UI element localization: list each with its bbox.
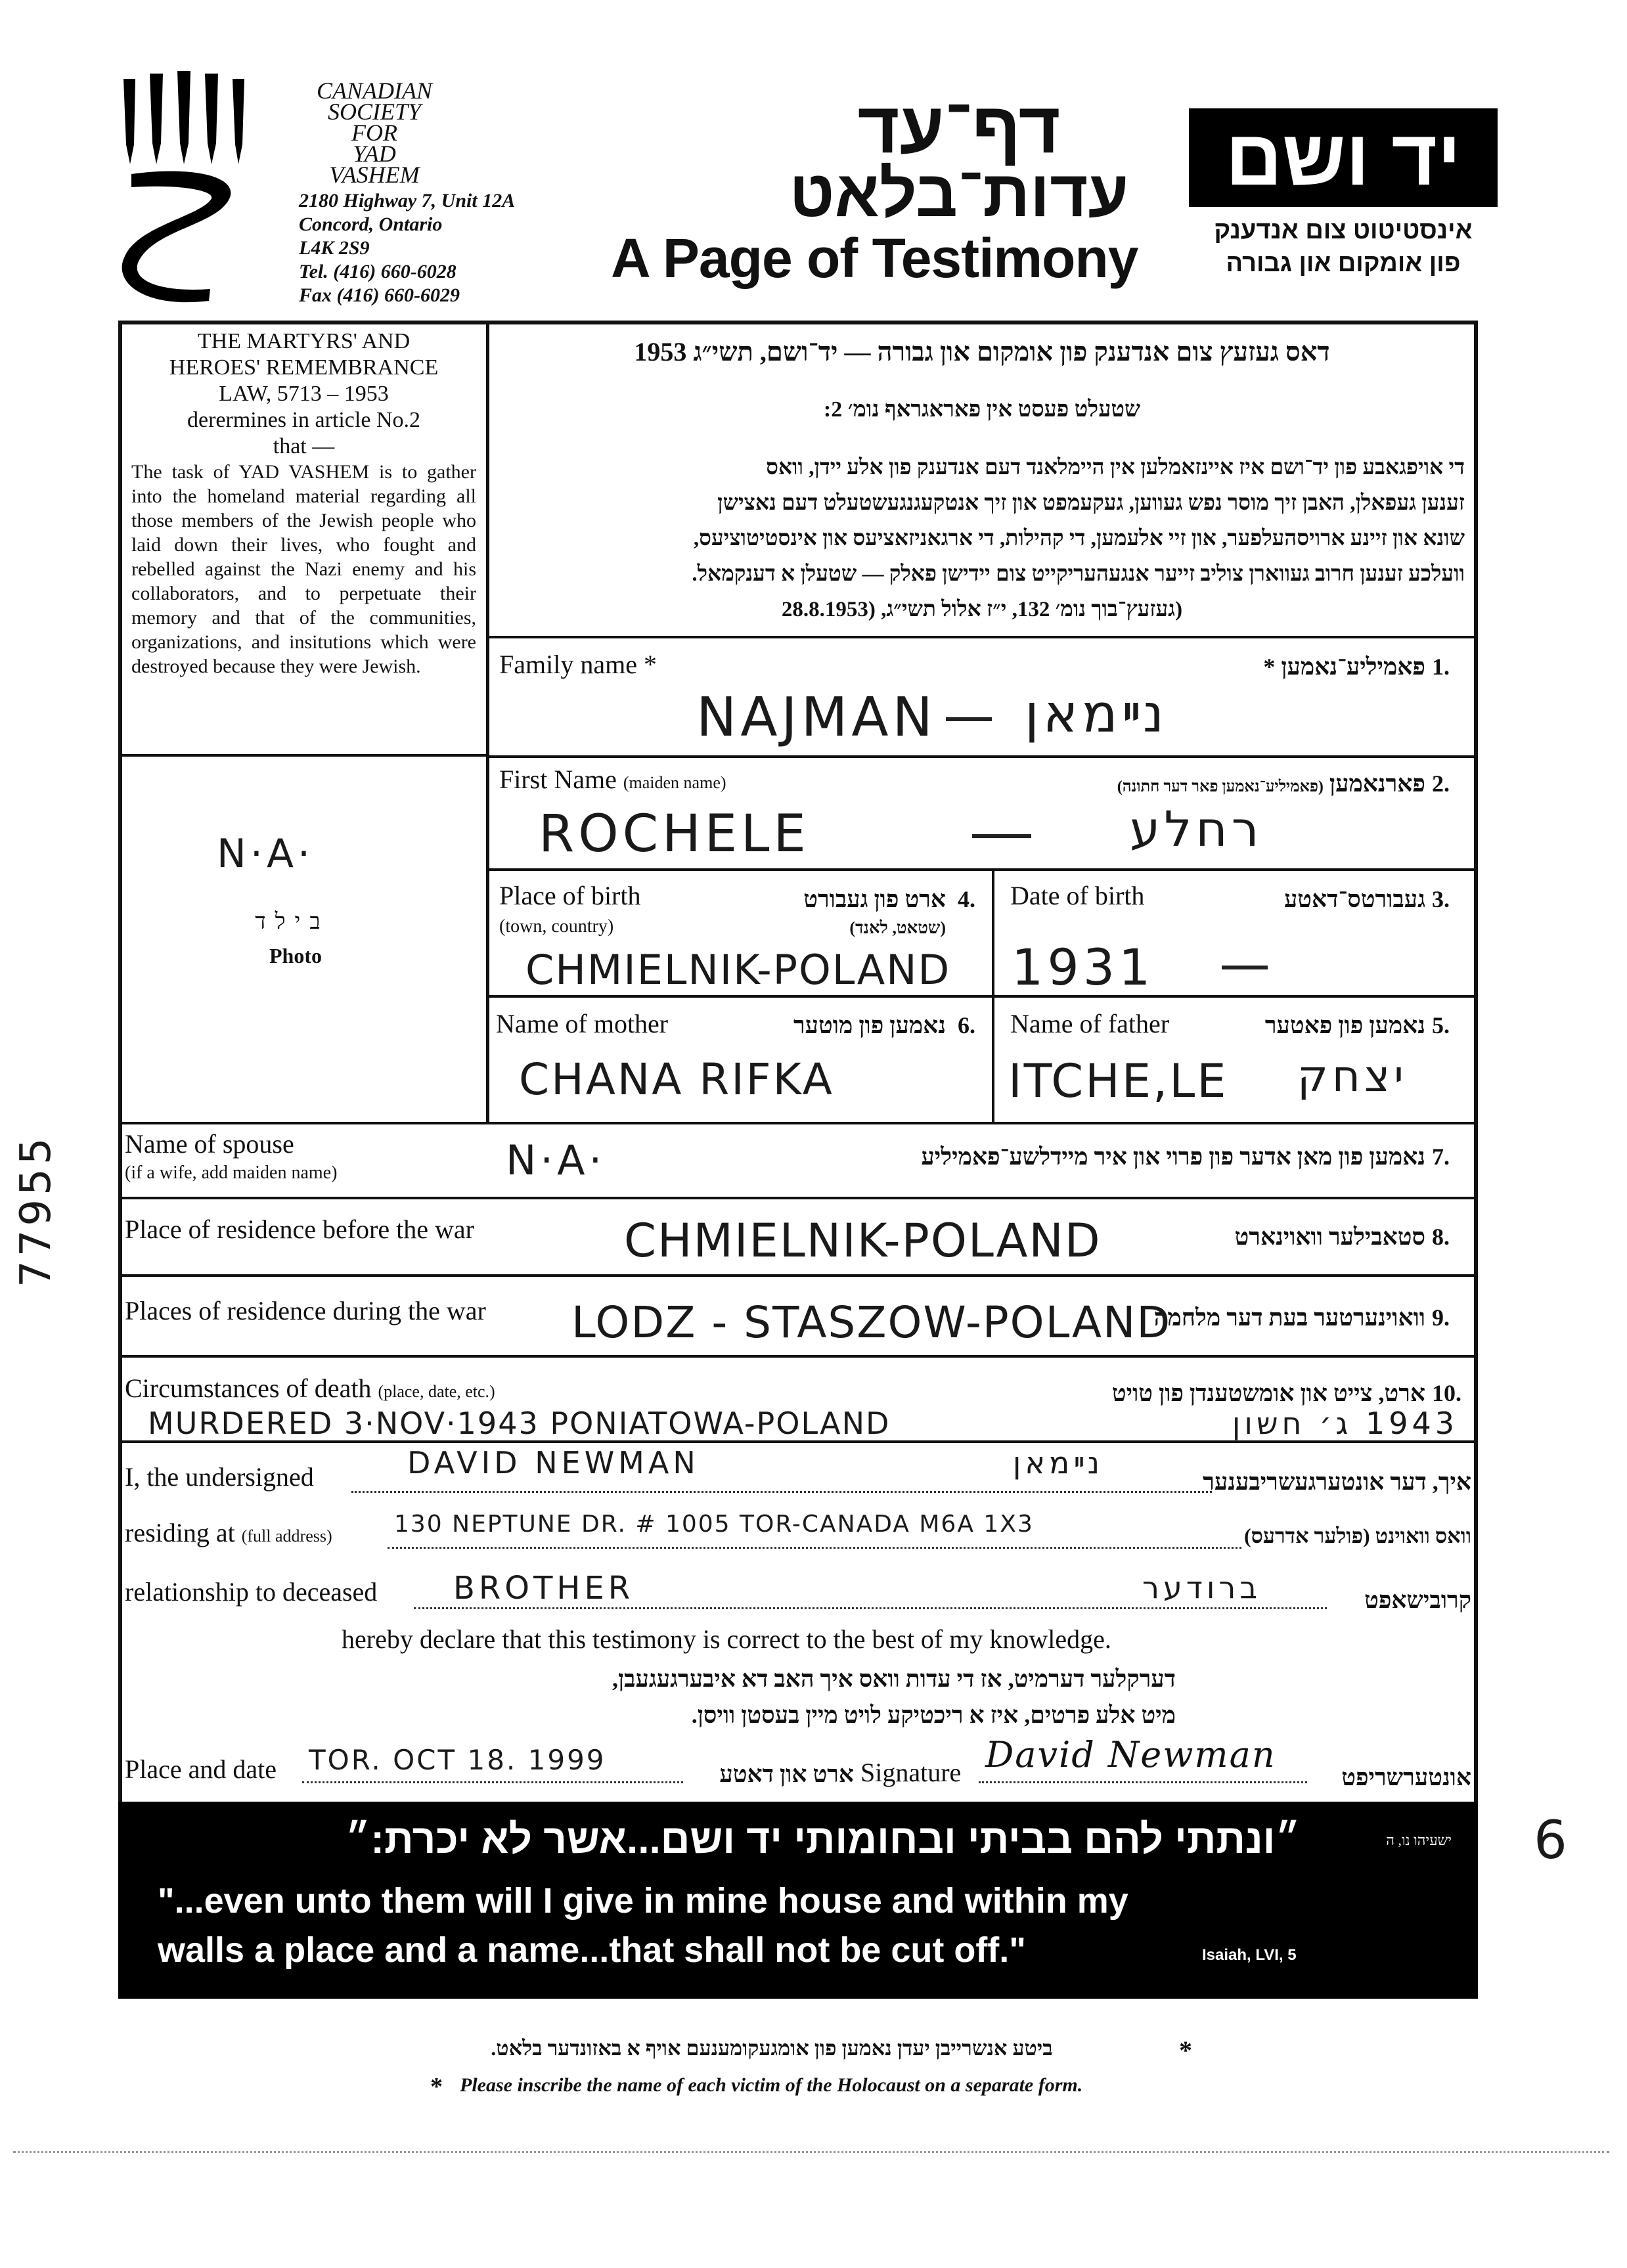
society-address [299, 189, 515, 307]
field-number: 5. [1432, 1012, 1450, 1038]
address-line: L4K 2S9 [299, 237, 370, 259]
undersigned-label-yiddish: איך, דער אונטערגעשריבענער [1203, 1469, 1471, 1495]
quote-banner [118, 1802, 1478, 1999]
row-line [486, 868, 1478, 871]
undersigned-value: DAVID NEWMAN [407, 1445, 700, 1480]
relationship-label-yiddish: קרובישאפט [1364, 1587, 1471, 1613]
title-yiddish-1: דף־עד [857, 87, 1061, 168]
banner-hebrew: ״ונתתי להם בביתי ובחומותי יד ושם...אשר לא יכרת:״ [345, 1817, 1301, 1862]
footer-asterisk: * [430, 2073, 443, 2101]
residence-during-value: LODZ - STASZOW-POLAND [571, 1297, 1172, 1348]
residing-label [125, 1517, 332, 1548]
banner-hebrew-ref: ישעיהו נו, ה [1386, 1832, 1452, 1848]
circumstances-label-yiddish: ארט, צייט און אומשטענדן פון טויט [1111, 1380, 1425, 1406]
photo-handwritten: N·A· [217, 831, 315, 877]
place-of-birth-label-yiddish: ארט פון געבורט [803, 886, 946, 912]
residence-during-label-yiddish: וואוינערטער בעת דער מלחמה [1153, 1304, 1425, 1331]
banner-english-2: walls a place and a name...that shall not be cut off." [158, 1930, 1026, 1970]
law-box-bottom [118, 754, 489, 757]
family-name-value: NAJMAN [696, 686, 937, 749]
field-number: 1. [1432, 654, 1450, 680]
society-name [309, 78, 440, 188]
dotted-line [351, 1491, 1212, 1493]
field-number: 3. [1432, 886, 1450, 912]
relationship-value-yiddish: ברודער [1142, 1570, 1261, 1605]
residence-before-value: CHMIELNIK-POLAND [624, 1214, 1102, 1268]
dotted-line [388, 1547, 1241, 1549]
society-tel: Tel. (416) 660-6028 [299, 261, 457, 282]
residing-label-small: (full address) [241, 1526, 332, 1545]
address-line: Concord, Ontario [299, 213, 443, 235]
law-body: The task of YAD VASHEM is to gather into the homeland material regarding all those members of the Jewish people who laid down their lives, who fought and rebelled against the Nazi enemy and his collaborators, and to perpetuate their memory and that of the communities, organizations, and insitutions which were destroyed because they were Jewish. [131, 461, 476, 677]
row-line [118, 1274, 1478, 1277]
law-heading-line: LAW, 5713 – 1953 [219, 382, 389, 406]
mother-label-yiddish: נאמען פון מוטער [793, 1012, 946, 1038]
place-date-label-yiddish: ארט און דאטע [719, 1761, 854, 1787]
residence-before-label: Place of residence before the war [125, 1214, 474, 1244]
frame-right [1474, 321, 1478, 1802]
law-yiddish-title: דאס געזעץ צום אנדענק פון אומקום און גבורה — יד־ושם, תשי״ג 1953 [634, 337, 1330, 367]
society-line: CANADIAN [317, 78, 432, 104]
family-name-label-yiddish: פאמיליע־נאמען * [1263, 654, 1425, 680]
row-line [486, 995, 1478, 998]
banner-english-1: "...even unto them will I give in mine house and within my [158, 1881, 1128, 1921]
society-fax: Fax (416) 660-6029 [299, 284, 460, 306]
father-label-yiddish: נאמען פון פאטער [1264, 1012, 1425, 1038]
first-name-label-yiddish [952, 770, 1425, 797]
mother-value: CHANA RIFKA [519, 1054, 834, 1105]
banner-english-ref: Isaiah, LVI, 5 [1202, 1946, 1297, 1964]
date-of-birth-value: 1931 [1012, 938, 1155, 996]
place-of-birth-sub: (town, country) [499, 916, 614, 937]
family-name-value-yiddish: נײמאן [1025, 683, 1169, 744]
spouse-sub: (if a wife, add maiden name) [125, 1163, 338, 1183]
photo-label-yiddish: בילד [255, 910, 330, 934]
first-name-yiddish-main: פארנאמען [1329, 770, 1425, 797]
father-value-yiddish: יצחק [1297, 1051, 1408, 1101]
circumstances-label [125, 1373, 495, 1404]
law-yiddish-line: שונא און זיינע ארויסהעלפער, און זיי אלעמען, די קהילות, די ארגאניזאציעס און אינסטיטוציעס, [693, 527, 1465, 550]
spouse-label: Name of spouse [125, 1129, 294, 1159]
first-name-yiddish-small: (פאמיליע־נאמען פאר דער חתונה) [1117, 778, 1324, 795]
date-of-birth-label-yiddish: געבורטס־דאטע [1283, 886, 1425, 912]
circumstances-label-small: (place, date, etc.) [378, 1382, 495, 1401]
circumstances-value-yiddish: 1943 ג׳ חשון [1232, 1406, 1458, 1441]
first-name-label [499, 764, 726, 795]
dotted-line [302, 1781, 683, 1783]
law-box [125, 328, 483, 678]
law-yiddish-line: די אויפגאבע פון יד־ושם איז איינזאמלען אין היימלאנד דעם אנדענק פון אלע יידן, וואס [766, 456, 1465, 479]
frame-left [118, 321, 122, 1802]
society-line: FOR [351, 120, 397, 146]
menorah-logo-icon [112, 66, 276, 315]
place-of-birth-label: Place of birth [499, 881, 641, 910]
first-name-value: ROCHELE [539, 805, 810, 864]
circumstances-label-main: Circumstances of death [125, 1373, 372, 1403]
field-number: 6. [958, 1012, 975, 1038]
family-name-label: Family name * [499, 650, 657, 679]
photo-label-english: Photo [269, 944, 322, 967]
field-number: 8. [1432, 1224, 1450, 1250]
place-date-label: Place and date [125, 1754, 277, 1784]
signature-label: Signature [860, 1758, 962, 1787]
yad-vashem-logo: יד ושם [1189, 108, 1498, 207]
footer-english: Please inscribe the name of each victim of the Holocaust on a separate form. [460, 2074, 1083, 2096]
hereby-yiddish-2: מיט אלע פרטים, איז א ריכטיקע לויט מיין בעסטן וויסן. [691, 1702, 1176, 1728]
row-line [486, 755, 1478, 758]
row-line [118, 1355, 1478, 1358]
undersigned-value-yiddish: נײמאן [1012, 1445, 1103, 1480]
date-of-birth-label: Date of birth [1010, 881, 1145, 910]
column-divider [486, 321, 489, 1122]
law-yiddish-body [499, 450, 1465, 627]
circumstances-value: MURDERED 3·NOV·1943 PONIATOWA-POLAND [148, 1406, 891, 1441]
father-label: Name of father [1010, 1009, 1170, 1038]
dotted-line [979, 1781, 1307, 1783]
law-yiddish-line: וועלכע זענען חרוב געווארן צוליב זייער אנגעהעריקייט צום יידישן פאלק — שטעלן א דענקמאל. [692, 562, 1465, 586]
title-yiddish-2: עדות־בלאט [789, 157, 1129, 231]
relationship-value: BROTHER [453, 1570, 635, 1607]
law-yiddish-subtitle: שטעלט פעסט אין פאראגראף נומ׳ 2: [823, 397, 1141, 422]
margin-number-left: 77955 [12, 1134, 60, 1287]
first-name-label-small: (maiden name) [623, 773, 726, 792]
society-line: YAD VASHEM [329, 141, 420, 188]
signature-value: David Newman [985, 1734, 1276, 1775]
row-line [118, 1122, 1478, 1124]
place-date-value: TOR. OCT 18. 1999 [309, 1744, 606, 1776]
society-line: SOCIETY [327, 99, 422, 125]
residence-before-label-yiddish: סטאבילער וואוינארט [1234, 1224, 1425, 1250]
row-line [486, 636, 1478, 638]
dotted-line [414, 1607, 1327, 1609]
relationship-label: relationship to deceased [125, 1577, 378, 1607]
mother-label: Name of mother [496, 1009, 669, 1038]
place-of-birth-value: CHMIELNIK-POLAND [525, 946, 951, 994]
law-determines: derermines in article No.2 [187, 408, 420, 432]
place-of-birth-sub-yiddish: (שטאט, לאנד) [849, 918, 946, 937]
law-that: that — [273, 434, 335, 458]
field-number: 7. [1432, 1144, 1450, 1170]
signature-label-yiddish: אונטערשריפט [1341, 1764, 1471, 1790]
footer-asterisk: * [1179, 2035, 1192, 2065]
law-yiddish-line: (געזעץ־בוך נומ׳ 132, י״ז אלול תשי״ג, (28.8.1953 [781, 598, 1183, 621]
first-name-label-main: First Name [499, 765, 617, 794]
spouse-value: N·A· [506, 1136, 606, 1184]
residence-during-label: Places of residence during the war [125, 1296, 486, 1325]
hereby-yiddish-1: דערקלער דערמיט, אז די עדות וואס איך האב דא איבערגעגעבן, [612, 1666, 1176, 1692]
field-number: 10. [1432, 1380, 1461, 1406]
father-value: ITCHE,LE [1008, 1054, 1228, 1108]
field-number: 4. [958, 886, 975, 912]
institute-line-2: פון אומקום און גבורה [1226, 250, 1461, 277]
residing-value: 130 NEPTUNE DR. # 1005 TOR-CANADA M6A 1X3 [394, 1511, 1034, 1538]
spouse-label-yiddish: נאמען פון מאן אדער פון פרוי און איר מיידלשע־פאמיליע [921, 1144, 1425, 1170]
field-number: 9. [1432, 1304, 1450, 1331]
first-name-value-yiddish: רחלע [1130, 801, 1263, 858]
dash [972, 834, 1031, 838]
law-heading-line: HEROES' REMEMBRANCE [169, 355, 439, 380]
scan-artifact-line [13, 2151, 1609, 2153]
law-heading-line: THE MARTYRS' AND [197, 329, 411, 353]
undersigned-label: I, the undersigned [125, 1462, 314, 1492]
margin-number-right: 6 [1534, 1810, 1571, 1871]
residing-label-yiddish: וואס וואוינט (פולער אדרעס) [1243, 1524, 1471, 1547]
row-line [118, 1197, 1478, 1199]
field-number: 2. [1432, 770, 1450, 797]
residing-label-main: residing at [125, 1518, 235, 1547]
dash [1222, 966, 1268, 969]
law-yiddish-line: זענען געפאלן, האבן זיך מוסר נפש געווען, געקעמפט און זיך אנטקעגנגעשטעלט דעם נאצישן [717, 491, 1465, 515]
hereby-text: hereby declare that this testimony is correct to the best of my knowledge. [342, 1624, 1111, 1654]
dash [946, 717, 992, 721]
institute-line-1: אינסטיטוט צום אנדענק [1214, 217, 1473, 244]
frame-top [118, 321, 1478, 324]
footer-yiddish: ביטע אנשרייבן יעדן נאמען פון אומגעקומענעם אויף א באזונדער בלאט. [491, 2036, 1053, 2060]
address-line: 2180 Highway 7, Unit 12A [299, 190, 516, 211]
title-english: A Page of Testimony [611, 227, 1138, 289]
